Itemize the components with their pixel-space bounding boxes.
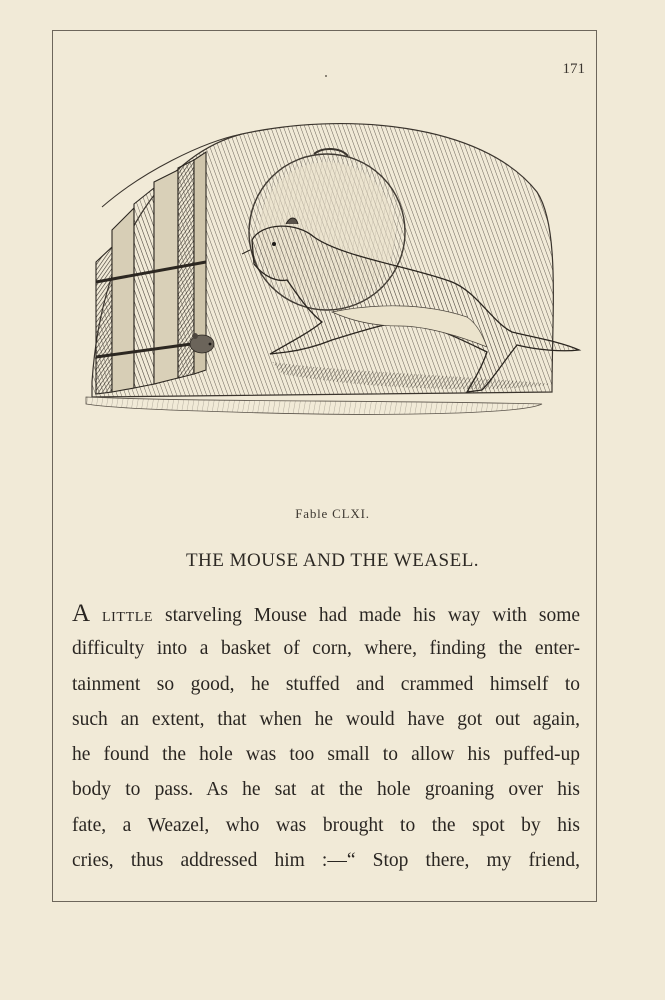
small-caps-word: LITTLE — [102, 610, 154, 625]
text-line: fate, a Weazel, who was brought to the spot by his — [72, 814, 580, 836]
weasel-mouse-engraving — [82, 112, 587, 434]
fable-title: THE MOUSE AND THE WEASEL. — [185, 550, 480, 571]
text-line: body to pass. As he sat at the hole groaning over his — [72, 779, 580, 801]
fable-number: Fable CLXI. — [295, 506, 370, 521]
text-line-first — [72, 596, 580, 631]
page-number: 171 — [562, 61, 585, 77]
text-line: cries, thus addressed him :—“ Stop there, my friend, — [72, 850, 580, 872]
speck — [325, 75, 327, 77]
text-line: he found the hole was too small to allow his puffed-up — [72, 744, 580, 766]
fable-text — [72, 596, 580, 878]
text-line: tainment so good, he stuffed and crammed himself to — [72, 673, 580, 695]
text-line: difficulty into a basket of corn, where, finding the enter- — [72, 638, 580, 660]
first-line-rest: starveling Mouse had made his way with some — [165, 605, 581, 626]
text-line: such an extent, that when he would have got out again, — [72, 708, 580, 730]
drop-initial: A — [72, 600, 91, 627]
